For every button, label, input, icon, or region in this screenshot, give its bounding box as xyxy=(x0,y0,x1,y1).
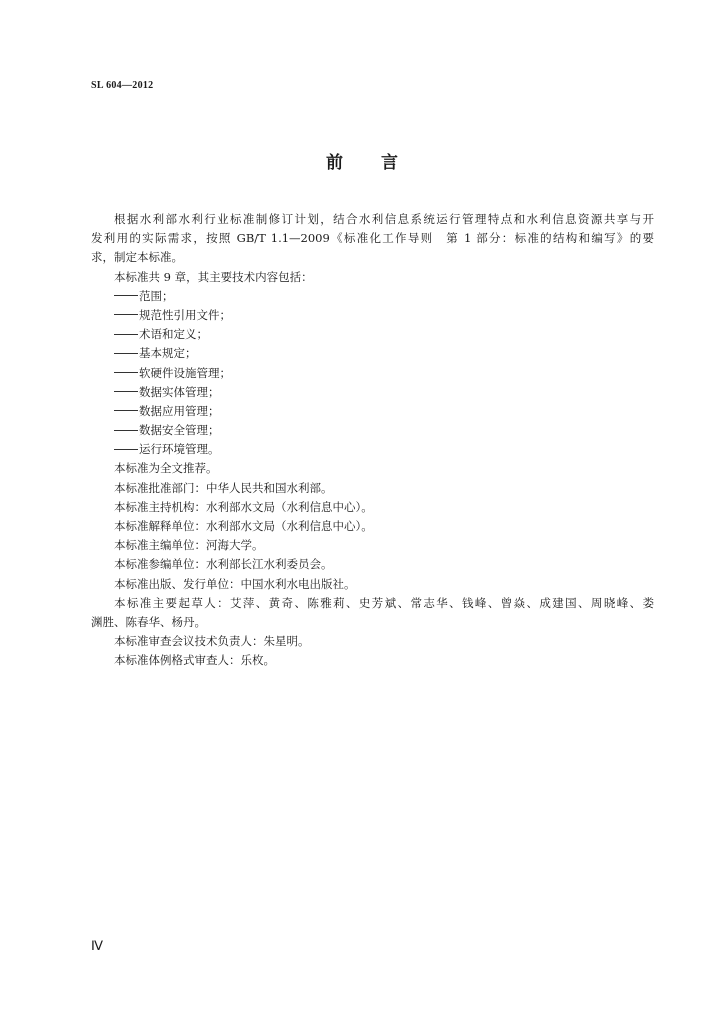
chapter-item xyxy=(91,325,654,344)
chapter-item-text: 术语和定义； xyxy=(139,327,208,342)
chapter-item xyxy=(91,383,654,402)
dash-mark xyxy=(114,314,138,315)
dash-mark xyxy=(114,372,138,373)
review-lead-statement: 本标准审查会议技术负责人：朱星明。 xyxy=(114,634,310,649)
document-body xyxy=(91,210,654,671)
chapter-item-text: 范围； xyxy=(139,288,174,303)
chapter-item-text: 数据安全管理； xyxy=(139,423,220,438)
chapters-intro: 本标准共 9 章，其主要技术内容包括： xyxy=(114,269,313,284)
chapter-item-text: 数据应用管理； xyxy=(139,403,220,418)
drafters-line-2: 渊胜、陈春华、杨丹。 xyxy=(91,614,206,629)
intro-paragraph-line-1: 根据水利部水利行业标准制修订计划，结合水利信息系统运行管理特点和水利信息资源共享与开 xyxy=(114,212,654,226)
dash-mark xyxy=(114,430,138,431)
dash-mark xyxy=(114,353,138,354)
page-number: Ⅳ xyxy=(91,938,103,953)
chapter-item xyxy=(91,421,654,440)
chapter-item-text: 规范性引用文件； xyxy=(139,307,231,322)
dash-mark xyxy=(114,391,138,392)
intro-paragraph-line-3: 求，制定本标准。 xyxy=(91,250,183,265)
dash-mark xyxy=(114,410,138,411)
recommendation-statement: 本标准为全文推荐。 xyxy=(114,461,218,476)
dash-mark xyxy=(114,295,138,296)
dash-mark xyxy=(114,449,138,450)
format-reviewer-statement: 本标准体例格式审查人：乐枚。 xyxy=(114,653,275,668)
chapter-item xyxy=(91,287,654,306)
chapter-item xyxy=(91,306,654,325)
host-statement: 本标准主持机构：水利部水文局（水利信息中心）。 xyxy=(114,499,373,514)
dash-mark xyxy=(114,334,138,335)
publisher-statement: 本标准出版、发行单位：中国水利水电出版社。 xyxy=(114,576,356,591)
page-title: 前言 xyxy=(326,153,436,173)
chapter-item xyxy=(91,440,654,459)
chapter-item-text: 软硬件设施管理； xyxy=(139,365,231,380)
chapter-item-text: 数据实体管理； xyxy=(139,384,220,399)
chief-editor-statement: 本标准主编单位：河海大学。 xyxy=(114,538,264,553)
standard-code: SL 604—2012 xyxy=(91,80,154,91)
chapter-item-text: 基本规定； xyxy=(139,346,197,361)
drafters-line-1: 本标准主要起草人：艾萍、黄奇、陈雅莉、史芳斌、常志华、钱峰、曾焱、成建国、周晓峰、娄 xyxy=(114,595,654,610)
intro-paragraph-line-2: 发利用的实际需求，按照 GB/T 1.1—2009《标准化工作导则 第 1 部分：标准的结构和编写》的要 xyxy=(91,231,654,246)
chapter-item xyxy=(91,344,654,363)
co-editor-statement: 本标准参编单位：水利部长江水利委员会。 xyxy=(114,557,333,572)
chapter-item-text: 运行环境管理。 xyxy=(139,442,220,457)
interpretation-statement: 本标准解释单位：水利部水文局（水利信息中心）。 xyxy=(114,519,373,533)
chapter-item xyxy=(91,364,654,383)
approval-statement: 本标准批准部门：中华人民共和国水利部。 xyxy=(114,480,333,495)
chapter-item xyxy=(91,402,654,421)
